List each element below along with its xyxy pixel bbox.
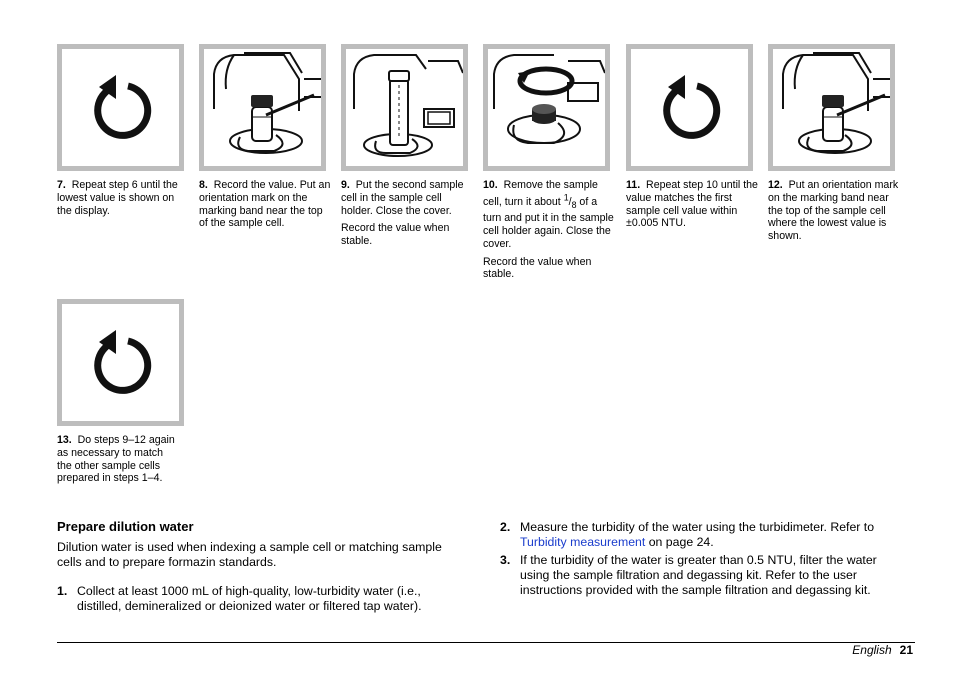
step-12-text: Put an orientation mark on the marking band near the top of the sample cell where the lowest value is shown. — [768, 179, 899, 243]
list-item-number: 1. — [57, 584, 68, 598]
step-9-illustration — [341, 44, 468, 171]
list-item-text: Collect at least 1000 mL of high-quality, low-turbidity water (i.e., distilled, demineralized or deionized water or filtered tap water). — [77, 584, 422, 613]
footer-divider — [57, 642, 915, 643]
step-12-illustration — [768, 44, 895, 171]
repeat-arrow-icon — [62, 304, 179, 421]
step-13-text: Do steps 9–12 again as necessary to match the other sample cells prepared in steps 1–4. — [57, 434, 175, 485]
step-7-illustration — [57, 44, 184, 171]
step-13-illustration — [57, 299, 184, 426]
list-item-text: If the turbidity of the water is greater than 0.5 NTU, filter the water using the sample filtration and degassing kit. Refer to the user instructions provided with the sample filtration and degassing kit. — [520, 553, 877, 597]
list-item-text: Measure the turbidity of the water using the turbidimeter. Refer to — [520, 520, 875, 534]
page-footer — [852, 643, 913, 657]
step-13 — [57, 299, 189, 485]
step-11-number: 11. — [626, 179, 641, 191]
step-9-text: Put the second sample cell in the sample cell holder. Close the cover. — [341, 179, 464, 217]
step-7-text: Repeat step 6 until the lowest value is shown on the display. — [57, 179, 178, 217]
step-11-illustration — [626, 44, 753, 171]
step-12 — [768, 44, 900, 243]
list-item-text: on page 24. — [645, 535, 714, 549]
step-11-text: Repeat step 10 until the value matches the first sample cell value within ±0.005 NTU. — [626, 179, 758, 230]
step-7 — [57, 44, 189, 217]
mark-sample-cell-icon — [204, 49, 321, 166]
page-number: 21 — [899, 643, 913, 657]
step-9 — [341, 44, 473, 248]
step-10-number: 10. — [483, 179, 498, 191]
step-9-number: 9. — [341, 179, 350, 191]
step-8-text: Record the value. Put an orientation mark on the marking band near the top of the sample cell. — [199, 179, 331, 230]
step-10-text-2: Record the value when stable. — [483, 255, 592, 281]
list-item-number: 3. — [500, 553, 511, 567]
section-title: Prepare dilution water — [57, 519, 194, 534]
repeat-arrow-icon — [62, 49, 179, 166]
step-10 — [483, 44, 615, 281]
list-item — [57, 584, 457, 614]
mark-sample-cell-icon — [773, 49, 890, 166]
step-12-number: 12. — [768, 179, 783, 191]
step-13-number: 13. — [57, 434, 72, 446]
list-item-number: 2. — [500, 520, 511, 534]
step-11 — [626, 44, 758, 230]
step-8-illustration — [199, 44, 326, 171]
step-10-text: Remove the sample cell, turn it about $^1/_8$ of a turn and put it in the sample cell holder again. Close the cover. — [483, 179, 614, 250]
step-9-text-2: Record the value when stable. — [341, 222, 450, 248]
step-8 — [199, 44, 331, 230]
section-intro: Dilution water is used when indexing a sample cell or matching sample cells and to prepare formazin standards. — [57, 540, 442, 569]
list-item — [500, 520, 900, 550]
step-7-number: 7. — [57, 179, 66, 191]
step-10-illustration — [483, 44, 610, 171]
turbidity-measurement-link[interactable]: Turbidity measurement — [520, 535, 646, 549]
repeat-arrow-icon — [631, 49, 748, 166]
insert-sample-cell-icon — [346, 49, 463, 166]
list-item — [500, 553, 900, 598]
step-8-number: 8. — [199, 179, 208, 191]
footer-language: English — [852, 643, 892, 657]
rotate-sample-cell-icon — [488, 49, 605, 166]
